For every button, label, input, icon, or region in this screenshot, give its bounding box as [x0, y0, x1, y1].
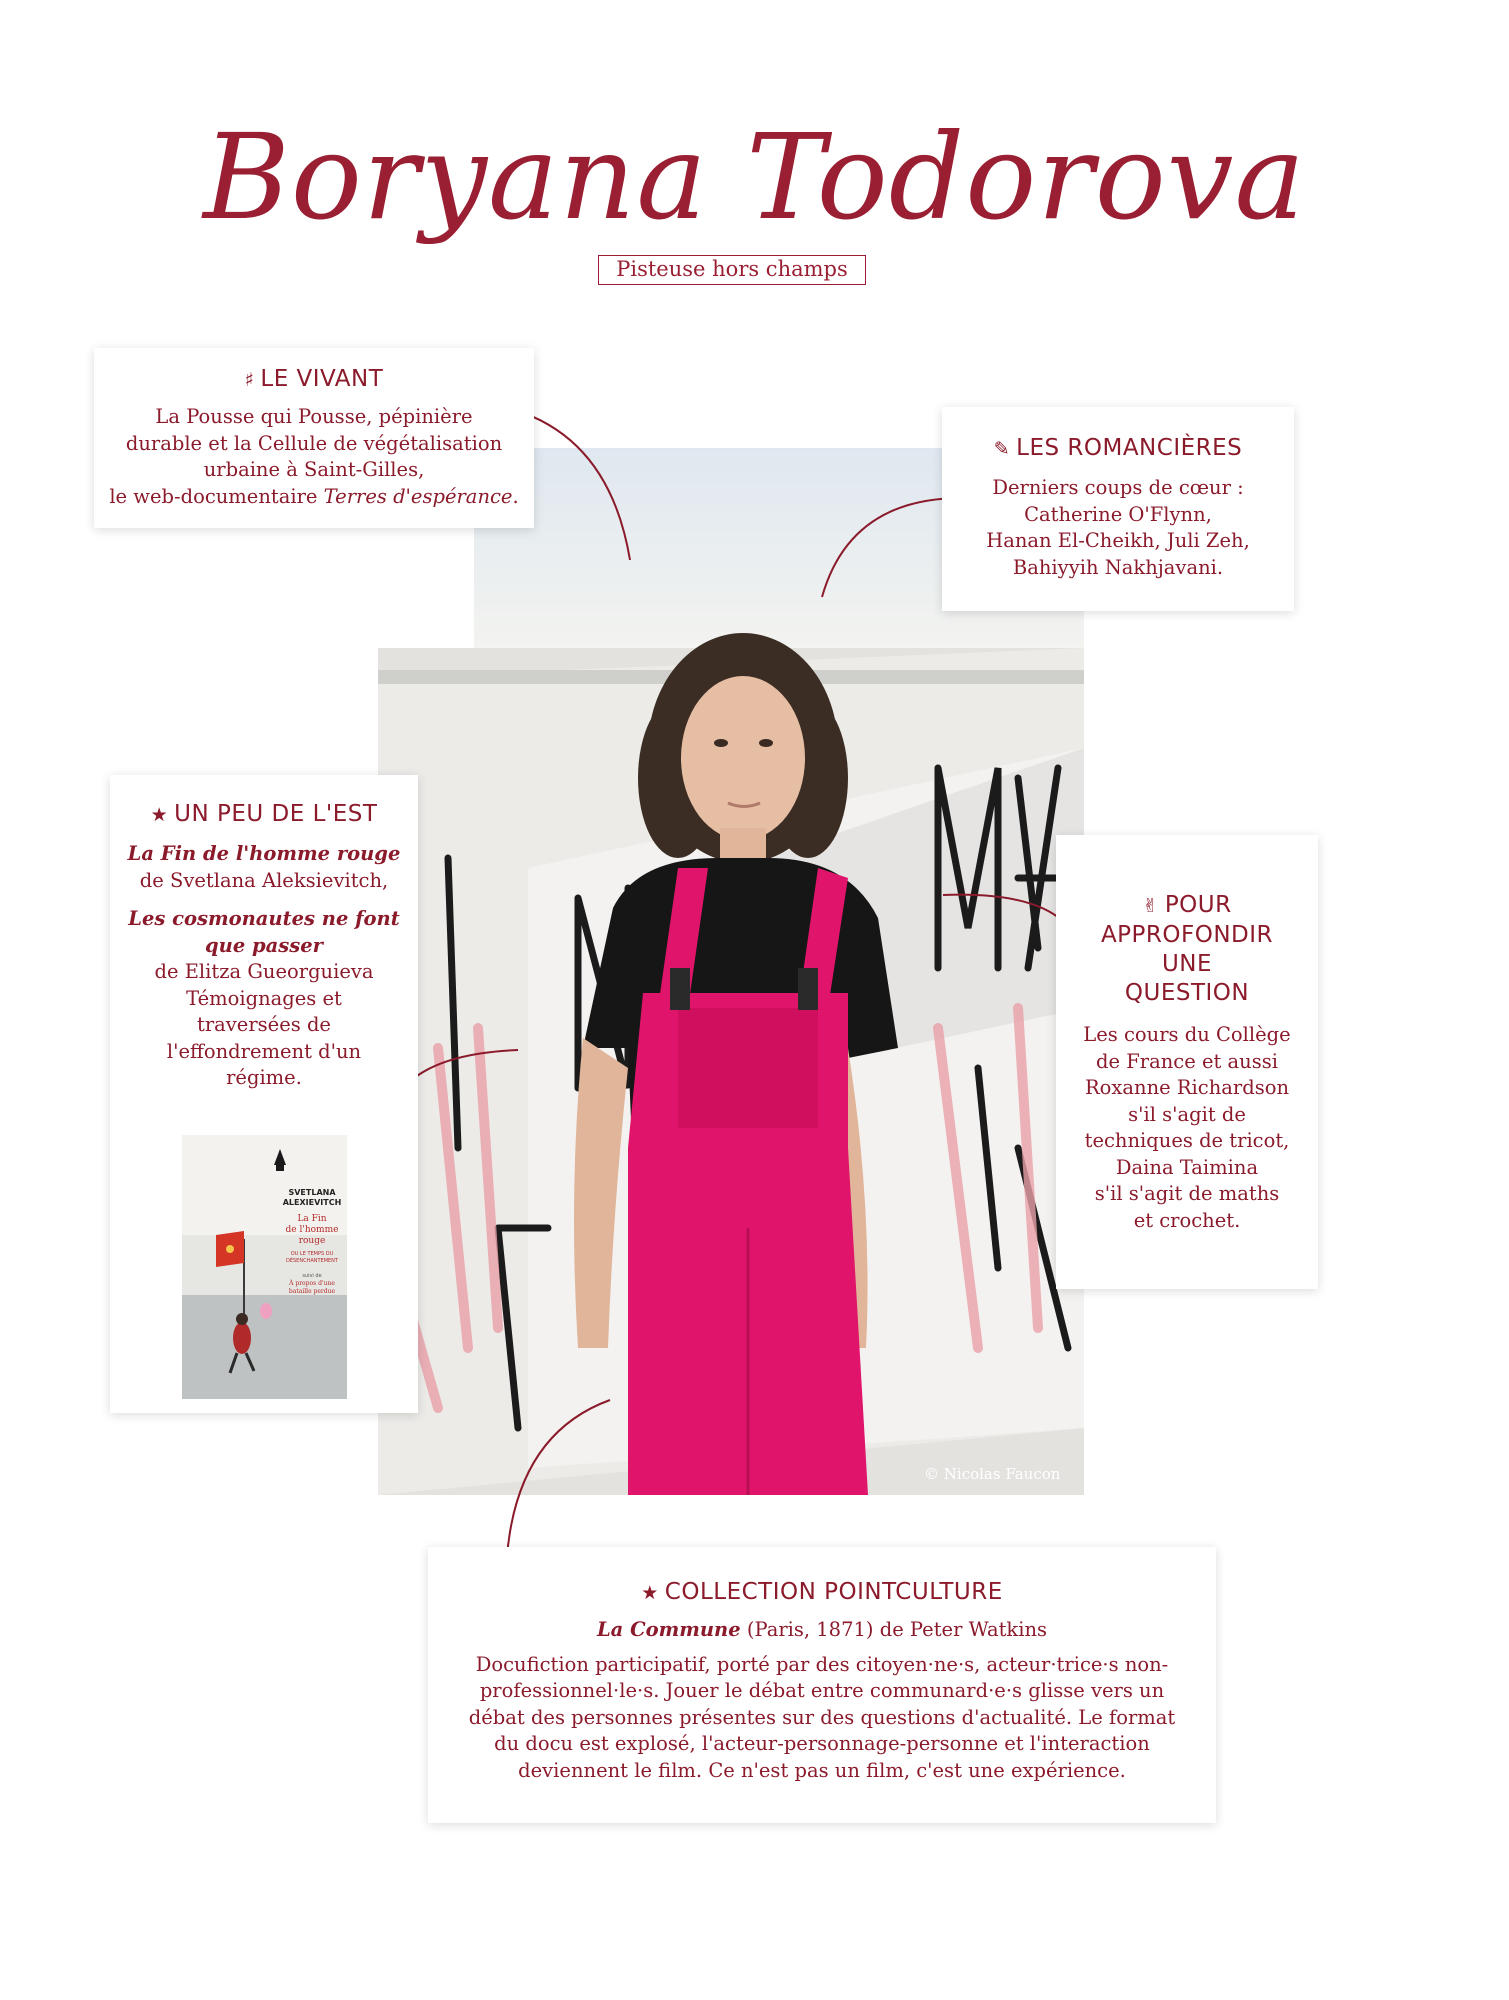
card-line: Témoignages et [186, 986, 342, 1010]
book-title: La Fin de l'homme rouge [127, 842, 401, 865]
card-line: durable et la Cellule de végétalisation [125, 431, 503, 455]
card-line: Daina Taimina [1115, 1155, 1259, 1179]
card-line: urbaine à Saint-Gilles, [203, 458, 425, 481]
card-line: s'il s'agit de maths [1094, 1182, 1280, 1205]
card-heading: ★ UN PEU DE L'EST [150, 801, 378, 827]
card-heading: ✎ LES ROMANCIÈRES [993, 435, 1243, 461]
card-line: l'effondrement d'un [166, 1039, 362, 1063]
card-line: débat des personnes présentes sur des questions d'actualité. Le format [468, 1705, 1176, 1729]
star-icon: ★ [150, 804, 169, 826]
card-line: de Elitza Gueorguieva [154, 960, 374, 983]
card-line: Roxanne Richardson [1084, 1076, 1290, 1099]
card-line: Bahiyyih Nakhjavani. [1012, 555, 1224, 579]
book-title: que passer [205, 933, 323, 957]
card-line: et crochet. [1133, 1208, 1241, 1232]
book-title: Les cosmonautes ne font [128, 907, 400, 930]
card-heading: ♯ LE VIVANT [244, 366, 384, 392]
card-collection-pointculture [428, 1547, 1216, 1823]
card-les-romancieres [942, 407, 1294, 611]
card-line: Derniers coups de cœur : [992, 476, 1244, 499]
cover-author-1: SVETLANA [288, 1188, 336, 1197]
cover-title-3: rouge [298, 1236, 326, 1246]
pen-icon: ✎ [993, 438, 1011, 460]
card-line: deviennent le film. Ce n'est pas un film, c'est une expérience. [518, 1758, 1126, 1782]
film-title: La Commune [596, 1618, 741, 1641]
card-heading: ★ COLLECTION POINTCULTURE [641, 1579, 1003, 1605]
page-title: Boryana Todorova [203, 108, 1306, 246]
card-le-vivant [94, 348, 534, 528]
cover-extra-2: À propos d'une [289, 1280, 335, 1287]
star-icon: ★ [641, 1582, 659, 1604]
book-cover [182, 1135, 347, 1399]
cover-author-2: ALEXIEVITCH [282, 1198, 342, 1207]
card-line: traversées de [197, 1013, 331, 1036]
cover-subtitle-2: DÉSENCHANTEMENT [286, 1258, 338, 1264]
card-heading: ✌ POUR [1142, 892, 1232, 918]
card-line: professionnel·le·s. Jouer le débat entre communard·e·s glisse vers un [479, 1679, 1165, 1702]
card-line: Docufiction participatif, porté par des citoyen·ne·s, acteur·trice·s non- [475, 1652, 1169, 1676]
card-line: du docu est explosé, l'acteur-personnage-personne et l'interaction [494, 1732, 1150, 1755]
cover-extra-1: suivi de [302, 1273, 322, 1279]
card-line: de France et aussi [1096, 1049, 1278, 1073]
cover-title-2: de l'homme [285, 1225, 339, 1235]
card-line: régime. [226, 1066, 302, 1089]
card-line: La Pousse qui Pousse, pépinière [155, 405, 473, 428]
peace-hand-icon: ✌ [1142, 895, 1159, 917]
card-line: s'il s'agit de [1128, 1102, 1246, 1126]
card-line: Catherine O'Flynn, [1024, 502, 1212, 526]
card-line: de Svetlana Aleksievitch, [139, 868, 389, 892]
cover-title-1: La Fin [297, 1214, 327, 1224]
cover-subtitle-1: OU LE TEMPS DU [290, 1251, 334, 1257]
film-line: La Commune (Paris, 1871) de Peter Watkins [596, 1618, 1048, 1641]
connector-romancieres [822, 498, 962, 597]
subtitle-badge: Pisteuse hors champs [598, 255, 866, 285]
photo-credit: © Nicolas Faucon [924, 1465, 1061, 1483]
book-cover-art [182, 1135, 347, 1399]
card-heading: QUESTION [1124, 980, 1250, 1006]
card-heading: APPROFONDIR [1100, 922, 1274, 948]
film-title: Terres d'espérance [323, 484, 513, 508]
card-heading: UNE [1161, 951, 1213, 977]
card-line: techniques de tricot, [1084, 1129, 1290, 1152]
card-line: Hanan El-Cheikh, Juli Zeh, [986, 529, 1250, 552]
card-line: Les cours du Collège [1083, 1023, 1291, 1046]
card-line: le web-documentaire Terres d'espérance. [109, 484, 519, 508]
card-pour-approfondir [1056, 835, 1318, 1289]
cover-extra-3: bataille perdue [288, 1288, 336, 1295]
hash-icon: ♯ [244, 369, 255, 391]
